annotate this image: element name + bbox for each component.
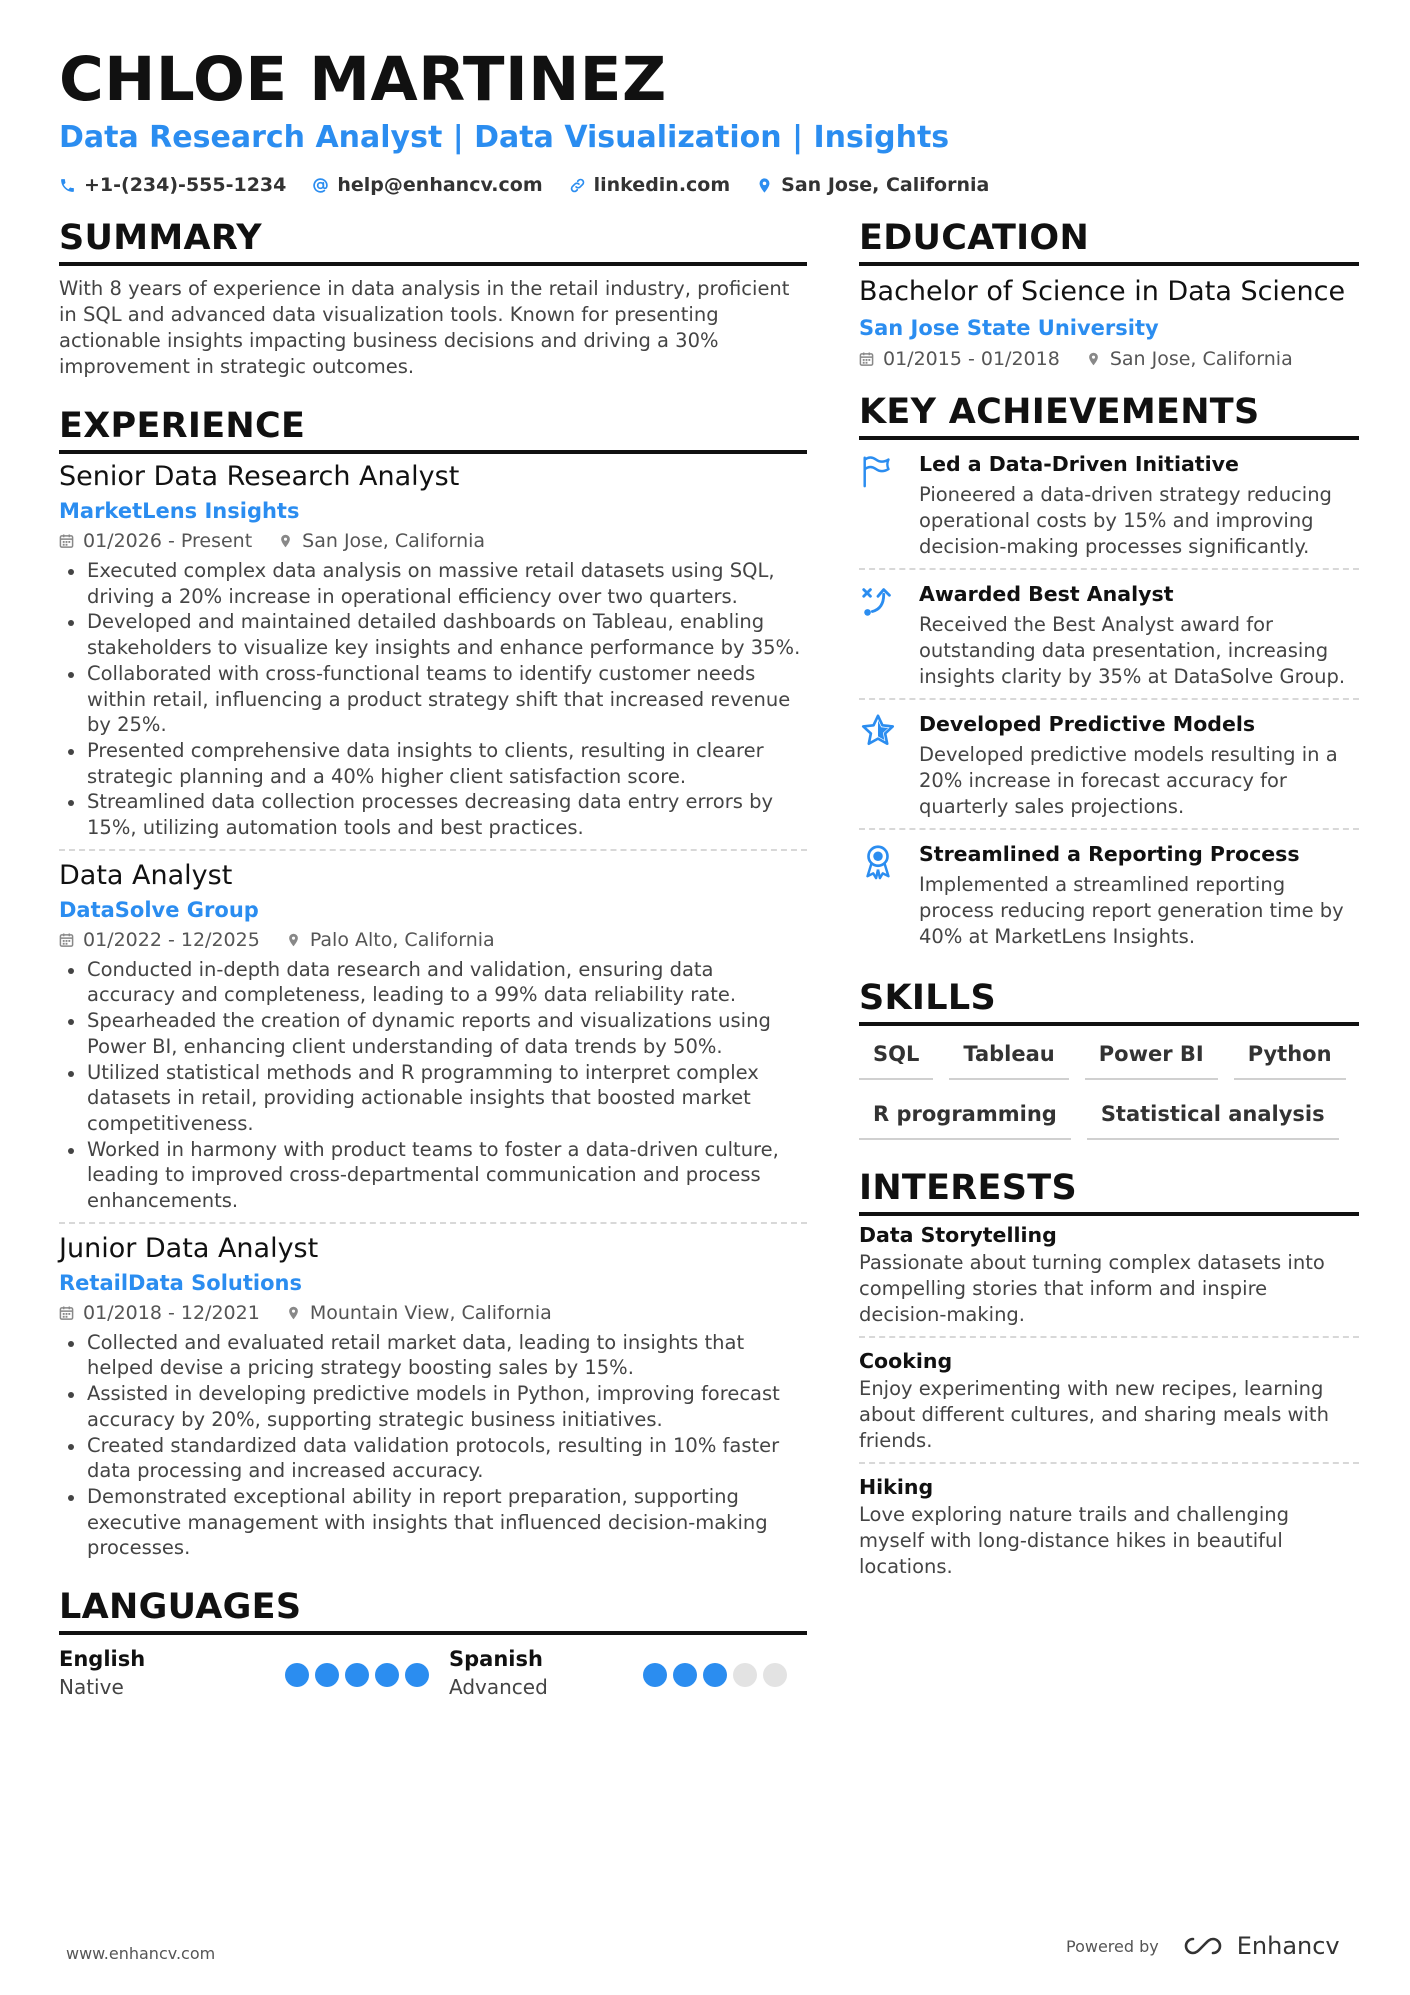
interest-desc: Enjoy experimenting with new recipes, learning about different cultures, and sharing meals with friends. [859,1377,1329,1452]
summary-text: With 8 years of experience in data analysis in the retail industry, proficient in SQL and advanced data visualization tools. Known for presenting actionable insights impacting business decisions and driving a 30% improvement in strategic outcomes. [59,277,790,378]
interest-title: Hiking [859,1475,934,1499]
job-dates [59,526,252,556]
achievement-title: Led a Data-Driven Initiative [919,452,1239,476]
calendar-icon [859,351,874,367]
right-column [859,216,1359,1588]
job-bullets [59,957,807,1214]
at-icon [312,177,329,194]
rating-dot-filled [643,1663,667,1687]
left-column [59,216,807,1701]
job-dates-text: 01/2018 - 12/2021 [83,1301,260,1324]
rating-dot-empty [733,1663,757,1687]
job-location-text: Mountain View, California [309,1301,552,1324]
job-bullet: Streamlined data collection processes decreasing data entry errors by 15%, utilizing automation tools and best practices. [59,789,807,840]
job-entry [59,458,807,849]
brand-logo[interactable] [1179,1932,1340,1960]
achievement-item [859,828,1359,958]
education-heading: EDUCATION [859,216,1359,266]
calendar-icon [59,932,74,948]
achievement-desc: Developed predictive models resulting in a 20% increase in forecast accuracy for quarterly sales projections. [919,743,1338,818]
footer-branding [1066,1932,1340,1960]
skill-tag: Tableau [949,1040,1068,1080]
job-bullet: Created standardized data validation protocols, resulting in 10% faster data processing and increased accuracy. [59,1433,807,1484]
job-bullets [59,558,807,841]
interest-title: Cooking [859,1349,953,1373]
rating-dot-filled [375,1663,399,1687]
education-location-text: San Jose, California [1109,348,1293,370]
skill-tag: SQL [859,1040,933,1080]
rating-dot-filled [405,1663,429,1687]
summary-section [59,216,807,380]
link-icon [569,177,586,194]
job-company: RetailData Solutions [59,1270,302,1295]
languages-section [59,1585,807,1701]
rating-dot-filled [285,1663,309,1687]
job-location-text: Palo Alto, California [309,928,495,951]
achievement-desc: Implemented a streamlined reporting process reducing report generation time by 40% at MarketLens Insights. [919,873,1344,948]
achievement-icon-wrap [859,840,901,950]
footer-website[interactable]: www.enhancv.com [66,1944,216,1963]
flag-icon [859,452,897,490]
summary-heading: SUMMARY [59,216,807,266]
candidate-tagline: Data Research Analyst | Data Visualization | Insights [59,120,950,155]
interests-section [859,1166,1359,1588]
interests-heading: INTERESTS [859,1166,1359,1216]
job-location [278,526,485,556]
job-bullet: Executed complex data analysis on massive retail datasets using SQL, driving a 20% increase in operational efficiency over two quarters. [59,558,807,609]
rating-dot-filled [345,1663,369,1687]
rating-dot-empty [763,1663,787,1687]
job-bullet: Collected and evaluated retail market data, leading to insights that helped devise a pricing strategy boosting sales by 15%. [59,1330,807,1381]
star-icon [859,712,897,750]
job-location-text: San Jose, California [302,530,486,552]
contact-linkedin[interactable] [569,174,731,196]
job-meta [59,925,807,955]
contact-location [756,174,989,196]
education-dates [859,344,1060,374]
skill-tag: R programming [859,1100,1071,1140]
brand-name: Enhancv [1236,1932,1340,1960]
job-dates-text: 01/2022 - 12/2025 [83,928,260,951]
job-bullets [59,1330,807,1561]
job-company: MarketLens Insights [59,499,300,523]
experience-heading: EXPERIENCE [59,404,807,454]
language-item [59,1645,449,1701]
job-bullet: Collaborated with cross-functional teams to identify customer needs within retail, influencing a product strategy shift that increased revenue by 25%. [59,661,807,738]
job-bullet: Demonstrated exceptional ability in report preparation, supporting executive management with insights that influenced decision-making processes. [59,1484,807,1561]
job-location [286,925,495,955]
job-meta [59,526,807,556]
skills-section [859,976,1359,1140]
education-meta [859,344,1359,374]
contact-email[interactable] [312,174,542,196]
location-icon [286,932,301,948]
interest-desc: Love exploring nature trails and challenging myself with long-distance hikes in beautiful locations. [859,1503,1290,1578]
job-bullet: Conducted in-depth data research and validation, ensuring data accuracy and completeness, leading to a 99% data reliability rate. [59,957,807,1008]
strategy-icon [859,582,897,620]
contact-phone[interactable] [59,174,286,196]
language-item [449,1645,807,1701]
contact-location-text: San Jose, California [781,174,990,196]
achievement-desc: Received the Best Analyst award for outstanding data presentation, increasing insights clarity by 35% at DataSolve Group. [919,613,1346,688]
language-name: Spanish [449,1647,543,1672]
phone-icon [59,177,76,194]
skills-heading: SKILLS [859,976,1359,1026]
contact-bar [59,174,1359,196]
achievement-item [859,568,1359,698]
experience-section [59,404,807,1569]
education-dates-text: 01/2015 - 01/2018 [883,348,1060,370]
interest-title: Data Storytelling [859,1223,1057,1247]
powered-by-label: Powered by [1066,1936,1159,1956]
interest-item [859,1336,1359,1462]
rating-dot-filled [315,1663,339,1687]
interest-item [859,1462,1359,1588]
interest-item [859,1216,1359,1336]
achievement-icon-wrap [859,580,901,690]
contact-email-text: help@enhancv.com [337,174,543,196]
location-icon [1086,351,1101,367]
interest-desc: Passionate about turning complex datasets into compelling stories that inform and inspire decision-making. [859,1251,1325,1326]
achievement-title: Streamlined a Reporting Process [919,842,1300,866]
job-company: DataSolve Group [59,897,259,922]
job-location [286,1298,552,1328]
job-bullet: Spearheaded the creation of dynamic reports and visualizations using Power BI, enhancing client understanding of data trends by 50%. [59,1008,807,1059]
language-rating [643,1663,787,1701]
languages-list [59,1645,807,1701]
skills-list [859,1040,1359,1140]
calendar-icon [59,533,74,549]
location-icon [278,533,293,549]
achievement-title: Awarded Best Analyst [919,582,1174,606]
location-icon [756,177,773,194]
candidate-name: CHLOE MARTINEZ [59,44,667,115]
contact-linkedin-text: linkedin.com [593,174,731,196]
job-title: Data Analyst [59,859,233,891]
job-title: Junior Data Analyst [59,1232,319,1264]
rating-dot-filled [703,1663,727,1687]
skill-tag: Power BI [1085,1040,1218,1080]
job-title: Senior Data Research Analyst [59,461,460,492]
achievement-item [859,440,1359,568]
job-dates-text: 01/2026 - Present [83,530,253,552]
rating-dot-filled [673,1663,697,1687]
job-entry [59,849,807,1222]
language-rating [285,1663,429,1701]
achievements-heading: KEY ACHIEVEMENTS [859,390,1359,440]
resume-header [59,44,1359,196]
achievement-desc: Pioneered a data-driven strategy reducing operational costs by 15% and improving decision-making processes significantly. [919,483,1332,558]
education-section [859,216,1359,374]
language-name: English [59,1647,146,1672]
enhancv-logo-icon [1179,1933,1227,1959]
achievement-item [859,698,1359,828]
job-bullet: Utilized statistical methods and R programming to interpret complex datasets in retail, providing actionable insights that boosted market competitiveness. [59,1060,807,1137]
skill-tag: Statistical analysis [1087,1100,1339,1140]
languages-heading: LANGUAGES [59,1585,807,1635]
job-bullet: Assisted in developing predictive models in Python, improving forecast accuracy by 20%, supporting strategic business initiatives. [59,1381,807,1432]
job-dates [59,1298,260,1328]
location-icon [286,1305,301,1321]
calendar-icon [59,1305,74,1321]
job-bullet: Presented comprehensive data insights to clients, resulting in clearer strategic planning and a 40% higher client satisfaction score. [59,738,807,789]
education-location [1086,344,1293,374]
achievement-title: Developed Predictive Models [919,712,1256,736]
job-dates [59,925,260,955]
language-level: Advanced [449,1675,548,1700]
achievement-icon-wrap [859,450,901,560]
degree-title: Bachelor of Science in Data Science [859,276,1346,307]
job-entry [59,1222,807,1569]
award-ribbon-icon [859,842,897,880]
achievements-section [859,390,1359,958]
job-bullet: Worked in harmony with product teams to foster a data-driven culture, leading to improved cross-departmental communication and process enhancements. [59,1137,807,1214]
achievement-icon-wrap [859,710,901,820]
contact-phone-text: +1-(234)-555-1234 [84,174,287,196]
language-level: Native [59,1675,124,1700]
school-name: San Jose State University [859,316,1159,340]
job-bullet: Developed and maintained detailed dashboards on Tableau, enabling stakeholders to visualize key insights and enhance performance by 35%. [59,609,807,660]
job-meta [59,1298,807,1328]
skill-tag: Python [1234,1040,1346,1080]
